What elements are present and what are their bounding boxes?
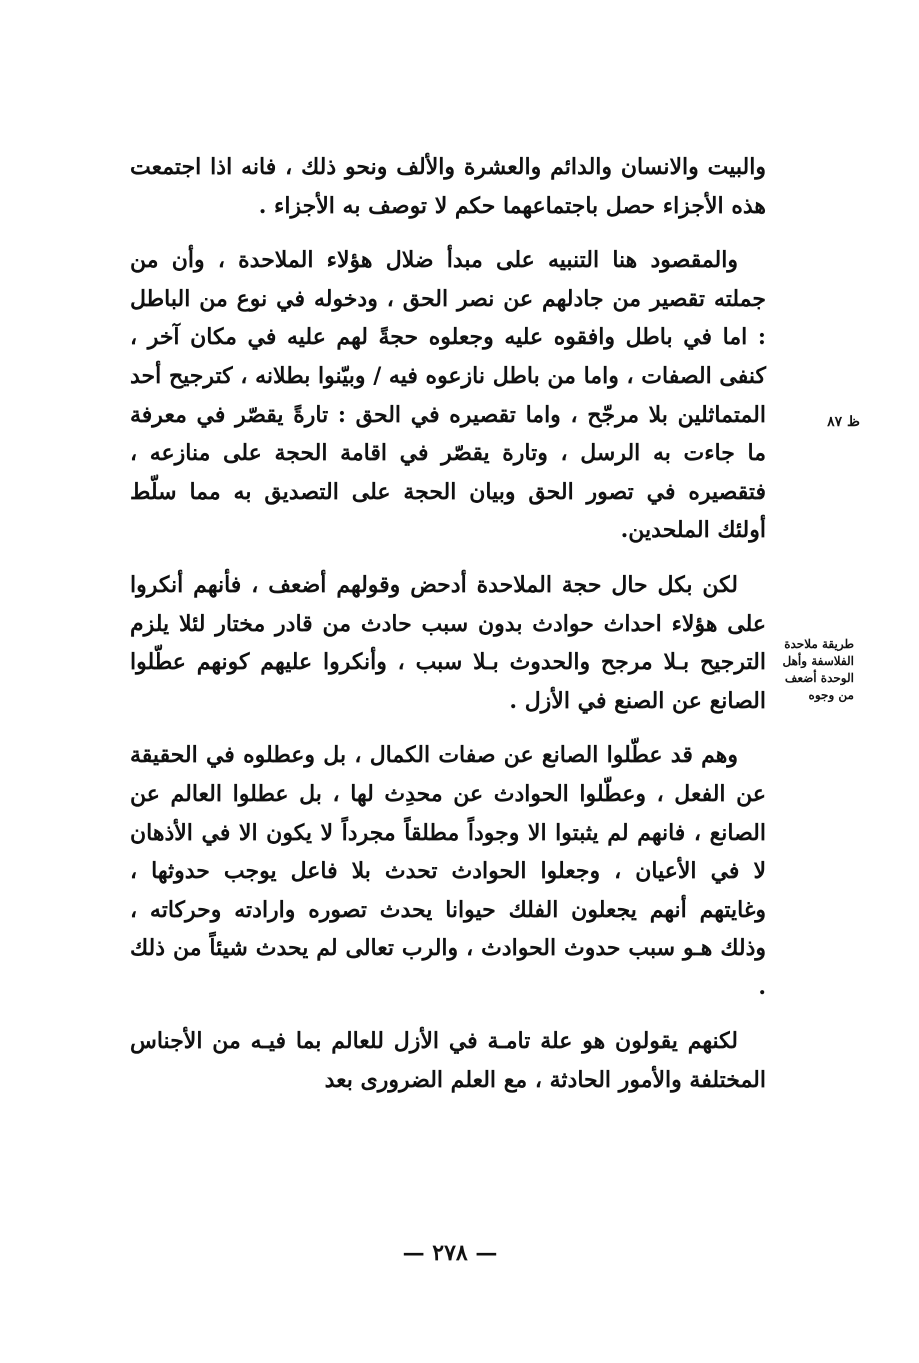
paragraph-4: وهم قد عطّلوا الصانع عن صفات الكمال ، بل وعطلوه في الحقيقة عن الفعل ، وعطّلوا الحوادث عن محدِث لها ، بل عطلوا العالم عن الصانع ، فانهم لم يثبتوا الا وجوداً مطلقاً مجرداً لا يكون الا في الأذهان لا في الأعيان ، وجعلوا الحوادث تحدث بلا فاعل يوجب حدوثها ، وغايتهم أنهم يجعلون الفلك حيوانا يحدث تصوره وارادته وحركاته ، وذلك هـو سبب حدوث الحوادث ، والرب تعالى لم يحدث شيئاً من ذلك . [130,742,766,1000]
margin-heading: طريقة ملاحدة الفلاسفة وأهل الوحدة أضعف من وجوه [782,637,854,702]
main-text-block [130,148,766,1100]
paragraph-3: لكن بكل حال حجة الملاحدة أدحض وقولهم أضعف ، فأنهم أنكروا على هؤلاء احداث حوادث بدون سبب حادث من قادر مختار لئلا يلزم الترجيح بـلا مرجح والحدوث بـلا سبب ، وأنكروا عليهم كونهم عطّلوا الصانع عن الصنع في الأزل . [130,571,766,714]
paragraph-2: والمقصود هنا التنبيه على مبدأ ضلال هؤلاء الملاحدة ، وأن من جملته تقصير من جادلهم عن نصر الحق ، ودخوله في نوع من الباطل : اما في باطل وافقوه عليه وجعلوه حجةً لهم عليه في مكان آخر ، كنفى الصفات ، واما من باطل نازعوه فيه / وبيّنوا بطلانه ، كترجيح أحد المتماثلين بلا مرجّح ، واما تقصيره في الحق : تارةً يقصّر في معرفة ما جاءت به الرسل ، وتارة يقصّر في اقامة الحجة على منازعه ، فتقصيره في تصور الحق وبيان الحجة على التصديق به مما سلّط أولئك الملحدين. [130,247,766,544]
folio-marker: ظ ٨٧ [827,414,860,430]
page-number: — ٢٧٨ — [402,1240,498,1266]
paragraph-5: لكنهم يقولون هو علة تامـة في الأزل للعالم بما فيـه من الأجناس المختلفة والأمور الحادثة ، مع العلم الضرورى بعد [130,1028,766,1094]
paragraph-1: والبيت والانسان والدائم والعشرة والألف ونحو ذلك ، فانه اذا اجتمعت هذه الأجزاء حصل باجتماعهما حكم لا توصف به الأجزاء . [130,154,766,219]
